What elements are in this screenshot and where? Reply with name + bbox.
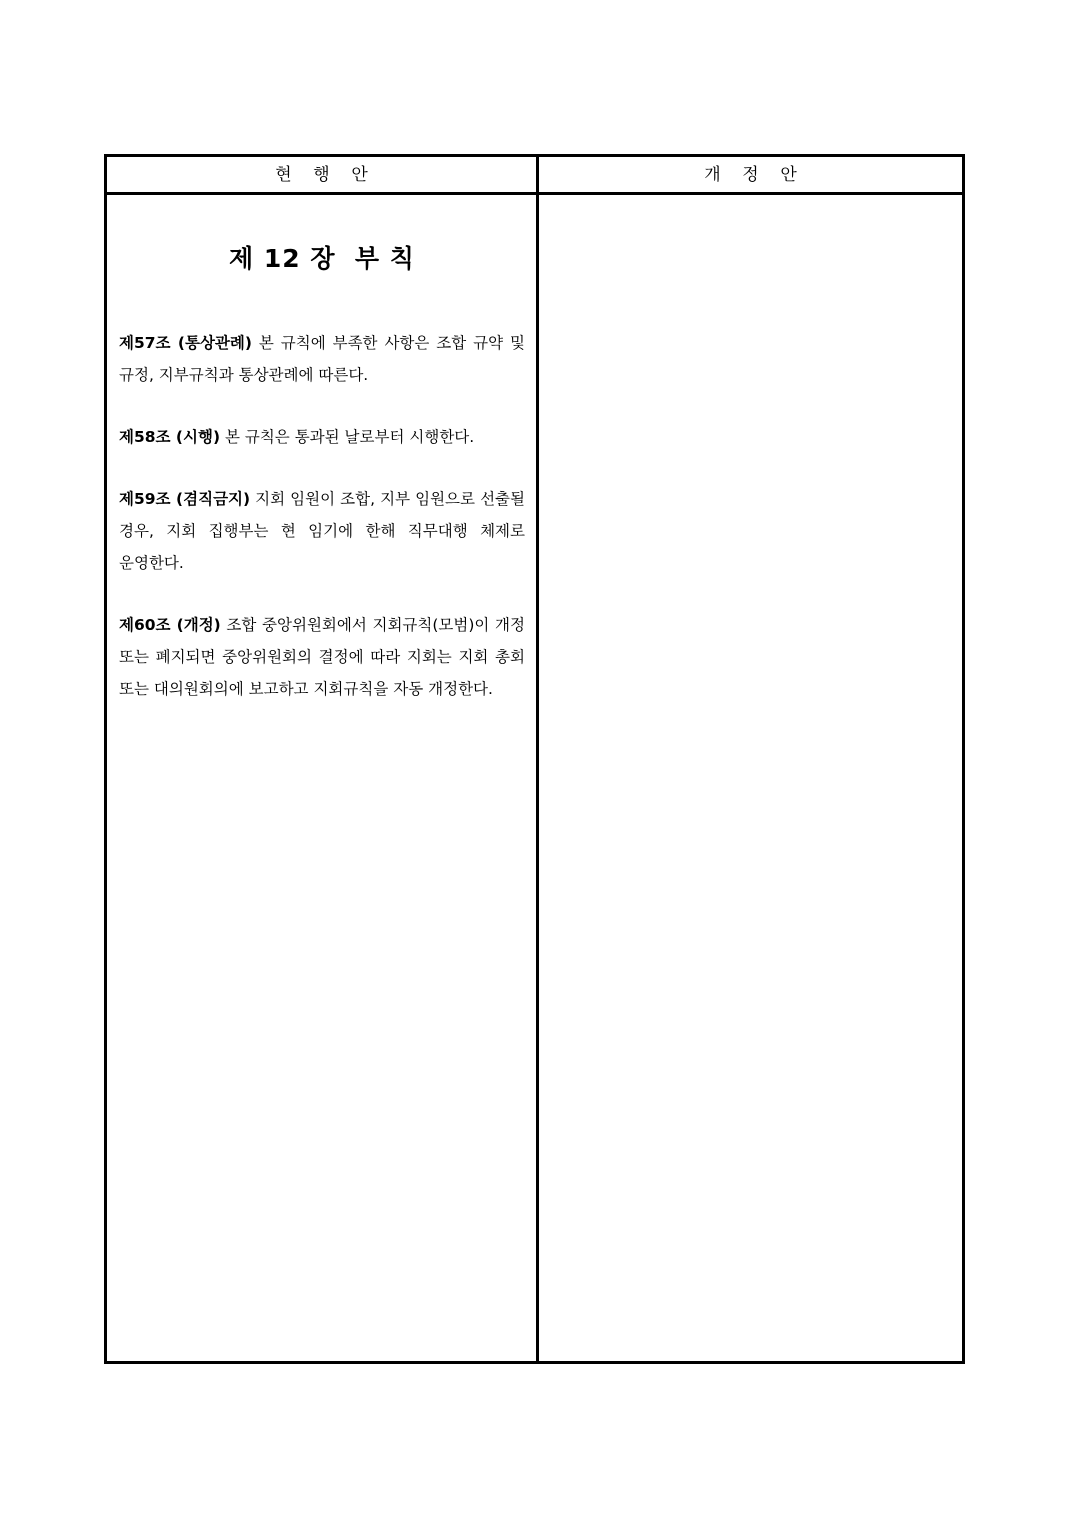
chapter-title: 제 12 장 부 칙 xyxy=(229,244,415,273)
article-59 xyxy=(119,483,525,579)
article-58 xyxy=(119,421,525,453)
article-57-label: 제57조 (통상관례) xyxy=(119,334,252,352)
revised-column xyxy=(539,195,962,1361)
article-57 xyxy=(119,327,525,391)
header-current: 현 행 안 xyxy=(275,165,368,185)
article-59-label: 제59조 (겸직금지) xyxy=(119,490,251,508)
article-60 xyxy=(119,609,525,705)
article-59-text: 지회 임원이 조합, 지부 임원으로 선출될 경우, 지회 집행부는 현 임기에 한해 직무대행 체제로 운영한다. xyxy=(119,490,525,572)
article-58-label: 제58조 (시행) xyxy=(119,428,221,446)
current-column xyxy=(119,195,525,705)
comparison-table xyxy=(104,154,965,1364)
article-57-text: 본 규칙에 부족한 사항은 조합 규약 및 규정, 지부규칙과 통상관례에 따른다. xyxy=(119,334,525,384)
article-60-label: 제60조 (개정) xyxy=(119,616,221,634)
header-revised: 개 정 안 xyxy=(704,165,797,185)
article-60-text: 조합 중앙위원회에서 지회규칙(모범)이 개정 또는 폐지되면 중앙위원회의 결정에 따라 지회는 지회 총회 또는 대의원회의에 보고하고 지회규칙을 자동 개정한다. xyxy=(119,616,525,698)
article-58-text: 본 규칙은 통과된 날로부터 시행한다. xyxy=(220,428,475,446)
